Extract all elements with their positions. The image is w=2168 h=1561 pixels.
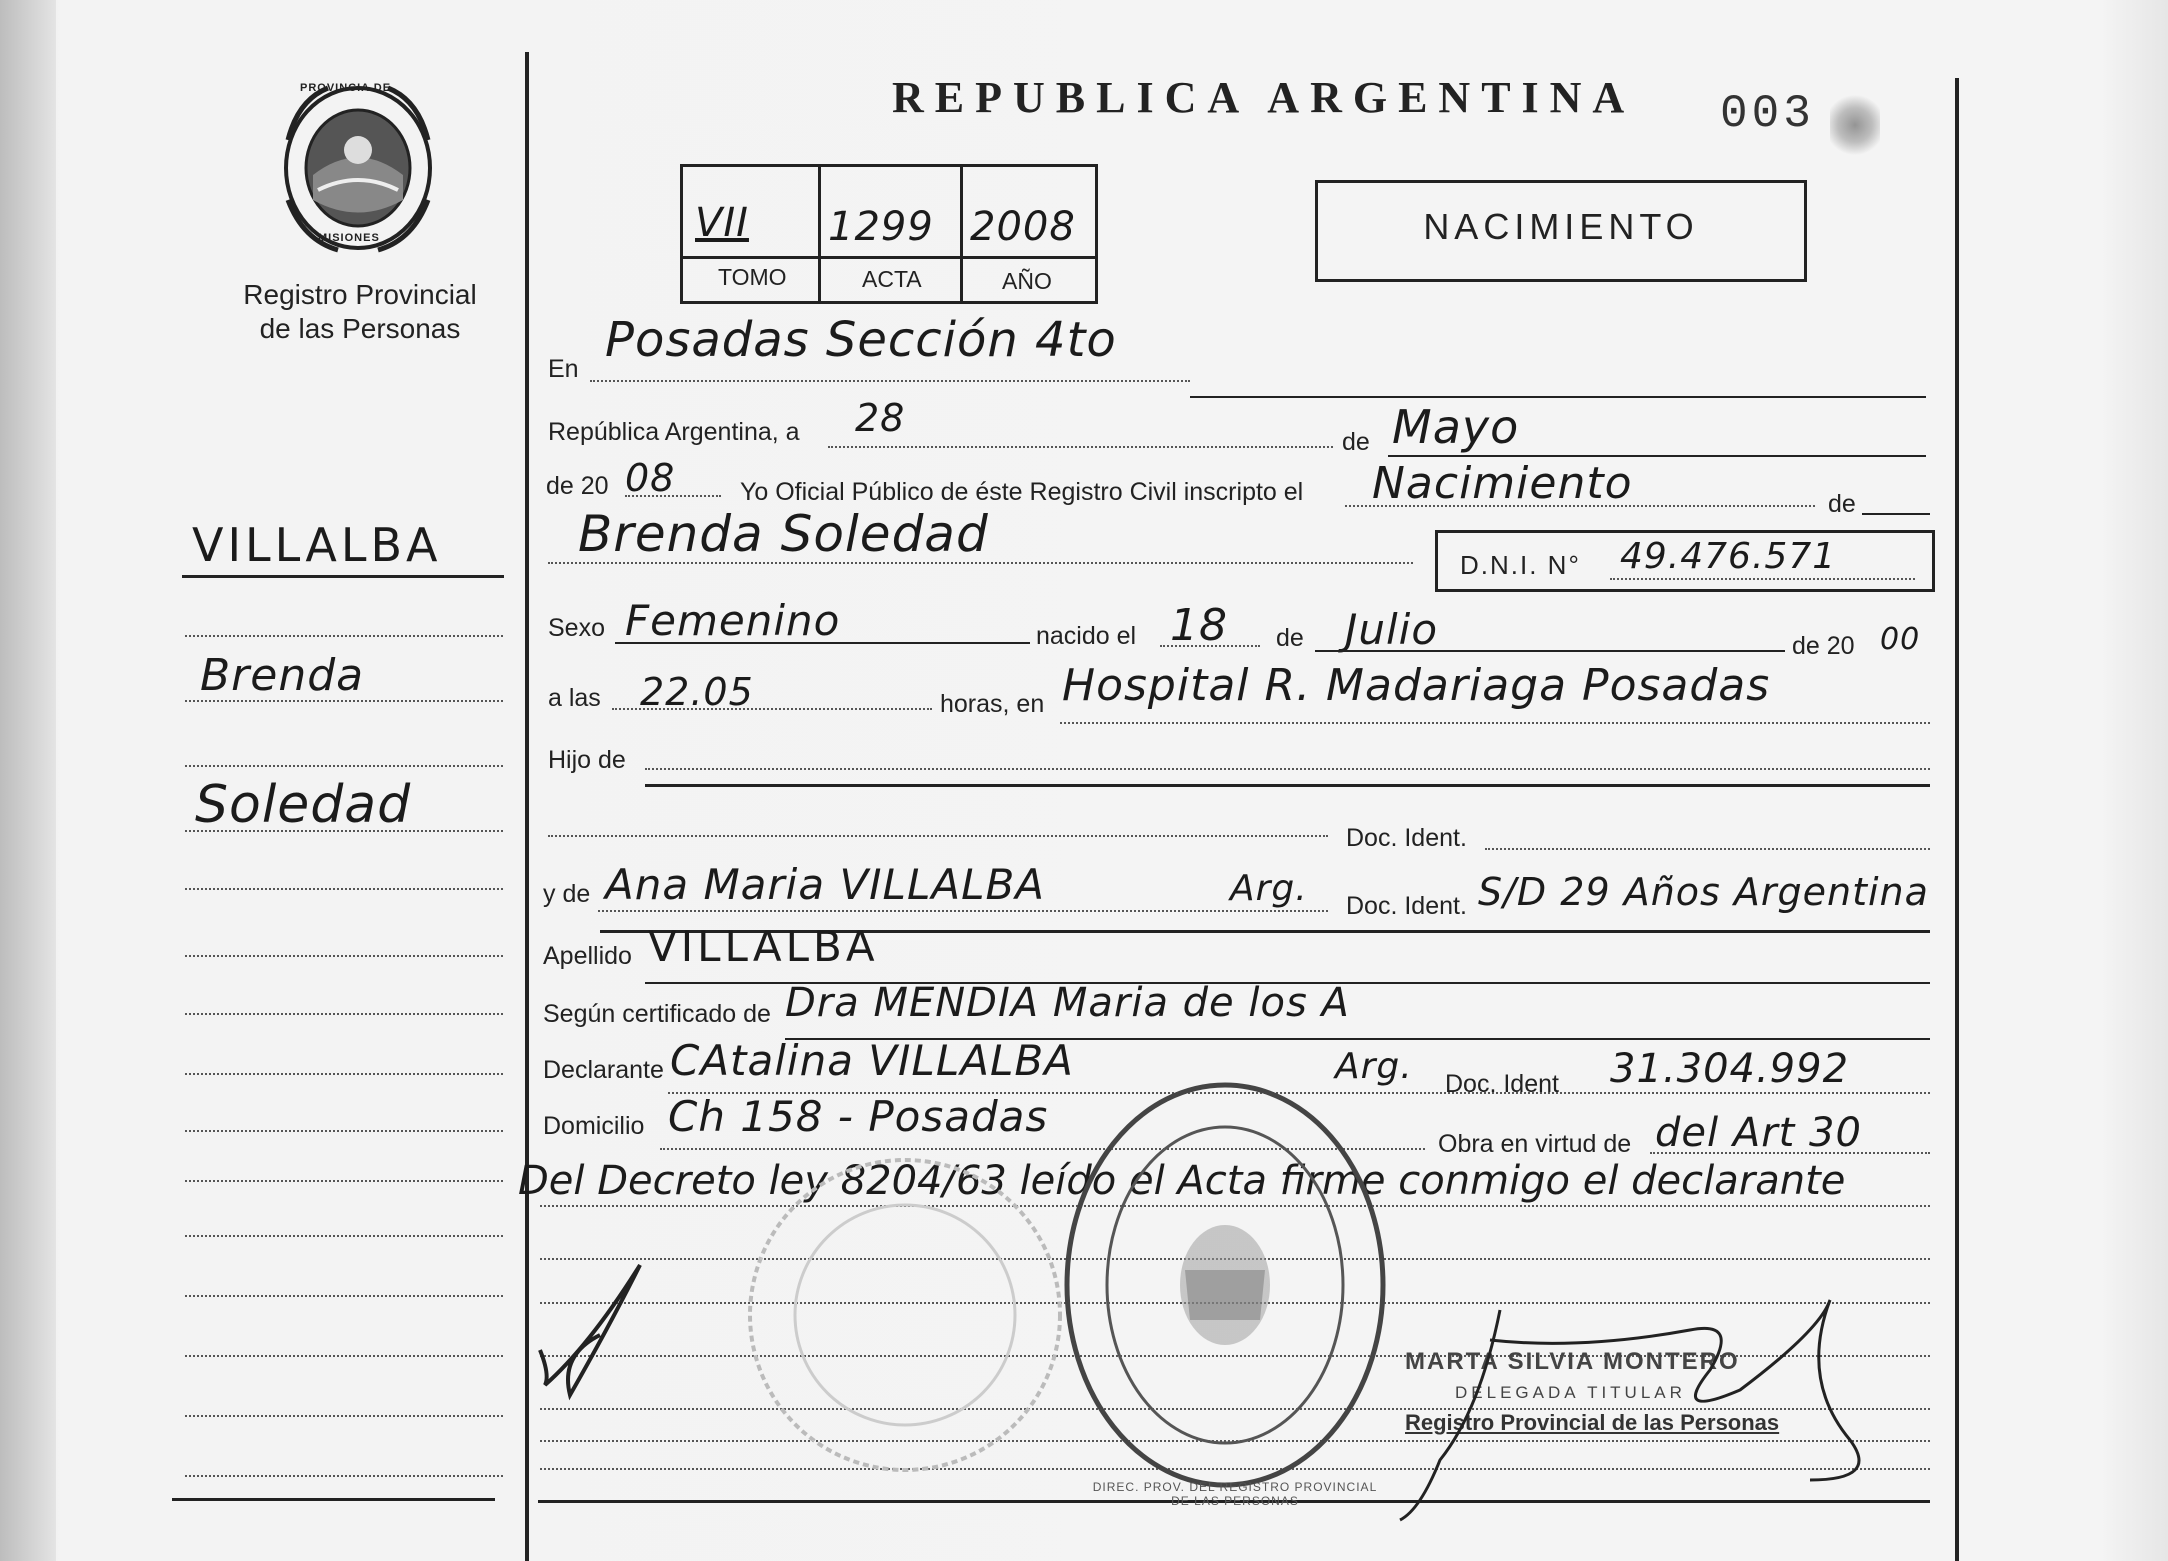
hour-value: 22.05 — [640, 670, 754, 714]
mother-doc: S/D 29 Años Argentina — [1478, 870, 1929, 914]
doc-ident-label-3: Doc. Ident — [1445, 1070, 1559, 1098]
frame-left — [525, 52, 529, 1561]
margin-name-2: Soledad — [195, 775, 412, 835]
born-year-suffix: 00 — [1880, 622, 1921, 657]
de-line — [1862, 513, 1930, 515]
born-month: Julio — [1345, 605, 1439, 654]
sexo-label: Sexo — [548, 614, 605, 642]
acta-label: ACTA — [862, 266, 922, 292]
apellido-value: VILLALBA — [648, 922, 879, 971]
sexo-value: Femenino — [625, 596, 841, 645]
official-signature-icon — [1380, 1290, 1900, 1530]
doc-ident-label-1: Doc. Ident. — [1346, 824, 1467, 852]
ink-smudge — [1830, 90, 1880, 160]
record-box-separator — [680, 256, 1098, 259]
born-month-line — [1315, 650, 1785, 652]
official-office: Registro Provincial de las Personas — [1405, 1410, 1780, 1435]
misiones-seal-icon — [278, 80, 438, 255]
place-value: Hospital R. Madariaga Posadas — [1062, 660, 1771, 711]
seal-top-text: PROVINCIA DE — [300, 82, 392, 94]
born-day: 18 — [1170, 600, 1228, 651]
round-stamp-text: DIREC. PROV. DEL REGISTRO PROVINCIAL DE LAS PERSONAS — [1092, 1480, 1378, 1508]
de2000-label: de 20 — [1792, 632, 1855, 660]
margin-line — [185, 830, 503, 832]
hijo-line — [645, 768, 1930, 770]
doc-type-label: NACIMIENTO — [1423, 206, 1699, 247]
place-line — [1060, 722, 1930, 724]
name-line — [548, 562, 1413, 564]
anio-label: AÑO — [1002, 268, 1052, 294]
rep-label: República Argentina, a — [548, 418, 800, 446]
margin-line — [185, 765, 503, 767]
hour-line — [612, 708, 932, 710]
sexo-line — [615, 642, 1030, 644]
mother-value: Ana Maria VILLALBA — [605, 860, 1046, 909]
registry-name — [200, 278, 520, 346]
month-line — [1388, 455, 1926, 457]
margin-line — [185, 1295, 503, 1297]
hijo-label: Hijo de — [548, 746, 626, 774]
father-doc-line — [1485, 848, 1930, 850]
declarant-signature-icon — [530, 1255, 660, 1405]
tomo-value: VII — [695, 200, 749, 246]
month-value: Mayo — [1392, 400, 1520, 454]
margin-rule — [182, 575, 504, 578]
alas-label: a las — [548, 684, 601, 712]
record-box-divider-2 — [960, 164, 963, 304]
note-value: Del Decreto ley 8204/63 leído el Acta firme conmigo el declarante — [518, 1158, 1846, 1204]
de-label-3: de — [1276, 624, 1304, 652]
registry-line-2: de las Personas — [259, 313, 461, 344]
de-label-2: de — [1828, 490, 1856, 518]
tomo-label: TOMO — [718, 264, 787, 290]
margin-line — [185, 888, 503, 890]
obra-label: Obra en virtud de — [1438, 1130, 1632, 1158]
declarante-doc: 31.304.992 — [1610, 1046, 1850, 1092]
margin-line — [185, 1180, 503, 1182]
serial-number: 003 — [1720, 88, 1815, 140]
margin-line — [185, 635, 503, 637]
de-label-1: de — [1342, 428, 1370, 456]
day-line — [828, 446, 1333, 448]
horas-label: horas, en — [940, 690, 1045, 718]
inscribed-line — [1345, 505, 1815, 507]
mother-nationality: Arg. — [1230, 868, 1308, 909]
en-value: Posadas Sección 4to — [605, 312, 1117, 368]
margin-line — [185, 1475, 503, 1477]
country-title: REPUBLICA ARGENTINA — [892, 73, 1636, 122]
hijo-rule — [645, 784, 1930, 787]
province-emblem — [278, 80, 438, 255]
margin-line — [185, 1130, 503, 1132]
margin-line — [185, 1415, 503, 1417]
margin-name-1: Brenda — [200, 650, 365, 701]
born-day-line — [1160, 645, 1260, 647]
margin-surname: VILLALBA — [192, 518, 442, 572]
declarante-nationality: Arg. — [1335, 1046, 1413, 1087]
yde-label: y de — [543, 880, 591, 908]
dni-label: D.N.I. N° — [1460, 550, 1581, 580]
seal-bottom-text: MISIONES — [318, 232, 380, 244]
margin-line — [185, 700, 503, 702]
margin-bottom-rule — [172, 1498, 495, 1501]
dni-value: 49.476.571 — [1620, 536, 1837, 577]
obra-line — [1650, 1152, 1930, 1154]
officer-label: Yo Oficial Público de éste Registro Civil inscripto el — [740, 478, 1304, 506]
year-label: de 20 — [546, 472, 609, 500]
record-box-divider-1 — [818, 164, 821, 304]
en-label: En — [548, 355, 579, 383]
margin-line — [185, 1235, 503, 1237]
margin-line — [185, 955, 503, 957]
official-title: DELEGADA TITULAR — [1455, 1383, 1686, 1402]
margin-line — [185, 1013, 503, 1015]
official-name: MARTA SILVIA MONTERO — [1405, 1348, 1740, 1375]
margin-line — [185, 1073, 503, 1075]
child-name-value: Brenda Soledad — [578, 505, 989, 563]
faded-stamp-icon — [740, 1150, 1070, 1480]
declarante-value: CAtalina VILLALBA — [670, 1036, 1074, 1085]
registry-line-1: Registro Provincial — [243, 279, 477, 310]
certificado-label: Según certificado de — [543, 1000, 771, 1028]
margin-line — [185, 1355, 503, 1357]
day-value: 28 — [855, 396, 906, 440]
obra-value: del Art 30 — [1655, 1110, 1862, 1156]
father-line — [548, 835, 1328, 837]
acta-value: 1299 — [828, 204, 934, 250]
declarante-label: Declarante — [543, 1056, 664, 1084]
official-round-stamp-icon — [1055, 1070, 1395, 1500]
year-line — [625, 495, 721, 497]
certificado-value: Dra MENDIA Maria de los A — [785, 980, 1350, 1026]
binding-edge — [0, 0, 56, 1561]
doc-ident-label-2: Doc. Ident. — [1346, 892, 1467, 920]
en-line — [590, 380, 1190, 382]
domicilio-label: Domicilio — [543, 1112, 645, 1140]
domicilio-value: Ch 158 - Posadas — [668, 1092, 1049, 1141]
mother-line — [598, 910, 1328, 912]
anio-value: 2008 — [970, 204, 1076, 250]
frame-right — [1955, 78, 1959, 1561]
inscribed-value: Nacimiento — [1372, 458, 1633, 509]
en-line-2 — [1190, 396, 1926, 398]
year-value: 08 — [625, 456, 676, 500]
dni-line — [1610, 578, 1915, 580]
apellido-label: Apellido — [543, 942, 632, 970]
nacido-label: nacido el — [1036, 622, 1137, 650]
